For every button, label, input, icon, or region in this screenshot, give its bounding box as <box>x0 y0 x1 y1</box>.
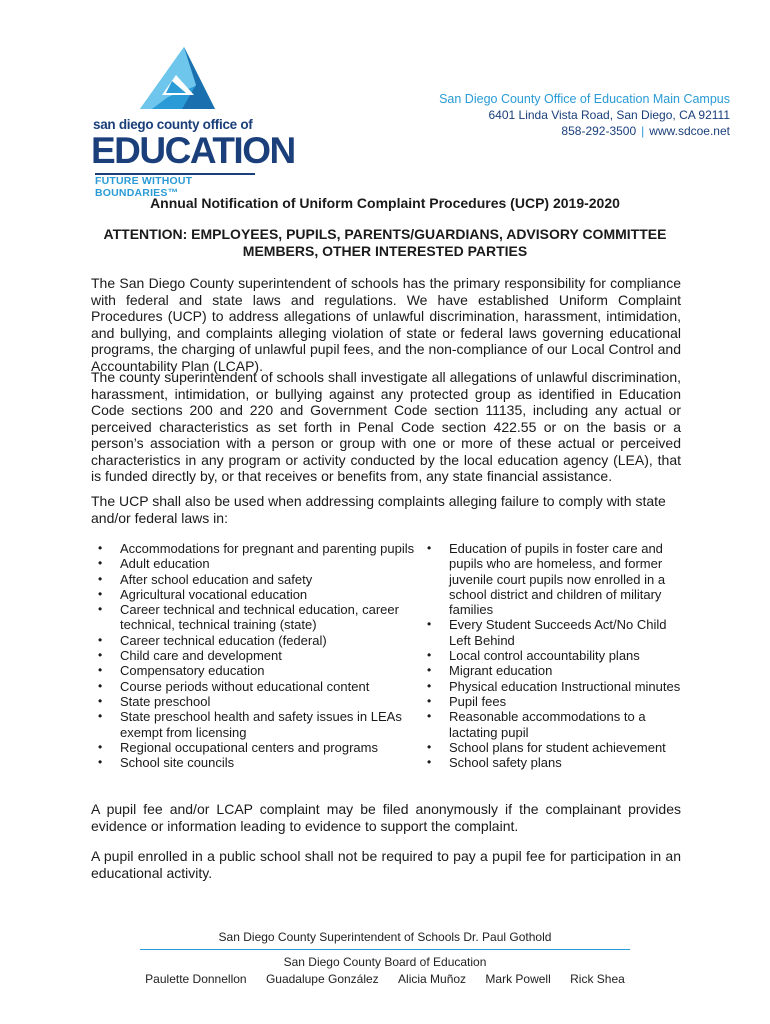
list-item: • Pupil fees <box>421 694 691 709</box>
paragraph-pupil-fee: A pupil enrolled in a public school shall not be required to pay a pupil fee for participation in an educational activity. <box>91 848 681 881</box>
program-list-left <box>92 541 422 770</box>
list-item: • Agricultural vocational education <box>92 587 422 602</box>
list-item: • School safety plans <box>421 755 691 770</box>
phone-number: 858-292-3500 <box>561 124 637 138</box>
program-list-right <box>421 541 691 770</box>
contact-line <box>439 123 730 139</box>
address-block <box>439 91 730 139</box>
footer-superintendent: San Diego County Superintendent of Schools Dr. Paul Gothold <box>218 930 552 944</box>
logo-small-text: san diego county office of <box>93 117 253 132</box>
campus-name: San Diego County Office of Education Main Campus <box>439 92 730 106</box>
paragraph-anonymous-complaint: A pupil fee and/or LCAP complaint may be filed anonymously if the complainant provides evidence or information leading to evidence to support the complaint. <box>91 801 681 834</box>
board-member: Alicia Muñoz <box>398 972 467 986</box>
document-title: Annual Notification of Uniform Complaint Procedures (UCP) 2019-2020 <box>150 195 620 211</box>
triangle-logo-icon <box>138 45 216 111</box>
street-address: 6401 Linda Vista Road, San Diego, CA 92111 <box>488 108 730 122</box>
board-member: Mark Powell <box>485 972 551 986</box>
list-item: • Adult education <box>92 556 422 571</box>
list-item: • Reasonable accommodations to a lactating pupil <box>421 709 691 740</box>
list-item: • After school education and safety <box>92 572 422 587</box>
list-item: • Accommodations for pregnant and parenting pupils <box>92 541 422 556</box>
board-member: Guadalupe González <box>265 972 379 986</box>
list-item: • Career technical education (federal) <box>92 633 422 648</box>
list-item: • State preschool health and safety issues in LEAs exempt from licensing <box>92 709 422 740</box>
list-item: • Physical education Instructional minutes <box>421 679 691 694</box>
board-member: Rick Shea <box>570 972 625 986</box>
list-item: • Course periods without educational content <box>92 679 422 694</box>
list-item: • Child care and development <box>92 648 422 663</box>
attention-heading: ATTENTION: EMPLOYEES, PUPILS, PARENTS/GUARDIANS, ADVISORY COMMITTEE MEMBERS, OTHER INTERESTED PARTIES <box>103 226 667 259</box>
paragraph-responsibility: The San Diego County superintendent of schools has the primary responsibility for compliance with federal and state laws and regulations. We have established Uniform Complaint Procedures (UCP) to address allegations of unlawful discrimination, harassment, intimidation, and bullying, and complaints alleging violation of state or federal laws governing educational programs, the charging of unlawful pupil fees, and the non-compliance of our Local Control and Accountability Plan (LCAP). <box>91 275 681 374</box>
list-item: • Compensatory education <box>92 663 422 678</box>
list-item: • Migrant education <box>421 663 691 678</box>
list-item: • Career technical and technical education, career technical, technical training (state) <box>92 602 422 633</box>
list-item: • Local control accountability plans <box>421 648 691 663</box>
footer-divider <box>140 949 630 950</box>
list-item: • Every Student Succeeds Act/No Child Left Behind <box>421 617 691 648</box>
logo-tagline: FUTURE WITHOUT BOUNDARIES™ <box>95 175 193 199</box>
list-item: • School plans for student achievement <box>421 740 691 755</box>
list-item: • Education of pupils in foster care and pupils who are homeless, and former juvenile court pupils now enrolled in a school district and children of military families <box>421 541 691 617</box>
list-item: • School site councils <box>92 755 422 770</box>
contact-separator: | <box>641 124 645 138</box>
paragraph-ucp-scope: The UCP shall also be used when addressing complaints alleging failure to comply with state and/or federal laws in: <box>91 493 666 526</box>
website-link[interactable]: www.sdcoe.net <box>649 124 730 138</box>
board-member: Paulette Donnellon <box>145 972 247 986</box>
footer-board-members <box>0 972 770 986</box>
list-item: • Regional occupational centers and programs <box>92 740 422 755</box>
list-item: • State preschool <box>92 694 422 709</box>
paragraph-investigation: The county superintendent of schools shall investigate all allegations of unlawful discrimination, harassment, intimidation, or bullying against any protected group as identified in Education Code sections 200 and 220 and Government Code section 11135, including any actual or perceived characteristics as set forth in Penal Code section 422.55 or on the basis or a person’s association with a person or group with one or more of these actual or perceived characteristics in any program or activity conducted by the local education agency (LEA), that is funded directly by, or that receives or benefits from, any state financial assistance. <box>91 369 681 484</box>
logo-big-text: EDUCATION <box>91 130 295 171</box>
footer-board-title: San Diego County Board of Education <box>283 955 487 969</box>
